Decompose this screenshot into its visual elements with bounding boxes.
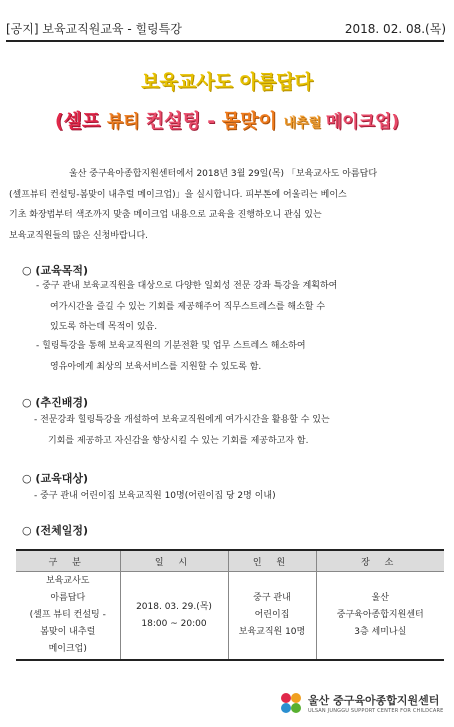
cell-category: 보육교사도 아름답다 (셀프 뷰티 컨설팅 - 봄맞이 내추럴 메이크업) <box>16 572 120 661</box>
footer-org <box>278 690 444 716</box>
target-item: - 중구 관내 어린이집 보육교직원 10명(어린이집 당 2명 이내) <box>34 491 276 501</box>
col-header-datetime: 일 시 <box>120 550 228 572</box>
header-divider <box>6 40 444 42</box>
sub-title-part: (셀프 <box>54 110 107 132</box>
center-logo-icon <box>278 690 304 716</box>
cell-place: 울산 중구육아종합지원센터 3층 세미나실 <box>316 572 444 661</box>
sub-title-part: 뷰티 <box>106 112 146 132</box>
table-header-row <box>16 550 444 572</box>
col-header-people: 인 원 <box>228 550 316 572</box>
schedule-table <box>16 549 444 661</box>
intro-line: 기초 화장법부터 색조까지 맞춤 메이크업 내용으로 교육을 진행하오니 관심 있는 <box>9 210 322 220</box>
col-header-place: 장 소 <box>316 550 444 572</box>
section-heading-target: ○ (교육대상) <box>22 472 88 485</box>
sub-title-part: 내추럴 <box>283 116 326 131</box>
main-title: 보육교사도 아름답다 <box>141 71 313 93</box>
notice-header <box>6 20 446 37</box>
section-heading-purpose: ○ (교육목적) <box>22 264 88 277</box>
sub-title <box>0 106 454 133</box>
col-header-category: 구 분 <box>16 550 120 572</box>
intro-line: (셀프뷰티 컨설팅-봄맞이 내추럴 메이크업)」을 실시합니다. 피부톤에 어울리는 베이스 <box>9 189 347 200</box>
intro-line: 보육교직원들의 많은 신청바랍니다. <box>9 230 148 241</box>
notice-date: 2018. 02. 08.(목) <box>344 22 446 36</box>
section-heading-schedule: ○ (전체일정) <box>22 524 88 537</box>
notice-title: [공지] 보육교직원교육 - 힐링특강 <box>6 22 182 36</box>
table-row <box>16 572 444 661</box>
sub-title-part: 메이크업) <box>325 112 400 132</box>
footer-org-name: 울산 중구육아종합지원센터 <box>308 694 440 707</box>
background-item: - 전문강좌 힐링특강을 개설하여 보육교직원에게 여가시간을 활용할 수 있는 기회를 제공하고 자신감을 향상시킬 수 있는 기회를 제공하고자 함. <box>34 415 330 446</box>
footer-org-name-en: ULSAN JUNGGU SUPPORT CENTER FOR CHILDCARE <box>308 708 444 714</box>
sub-title-part: 몸맞이 <box>221 110 284 132</box>
purpose-item: - 힐링특강을 통해 보육교직원의 기분전환 및 업무 스트레스 해소하여 영유아에게 최상의 보육서비스를 지원할 수 있도록 함. <box>36 341 306 372</box>
cell-people: 중구 관내 어린이집 보육교직원 10명 <box>228 572 316 661</box>
intro-line: 울산 중구육아종합지원센터에서 2018년 3월 29일(목) 「보육교사도 아름답다 <box>69 169 378 179</box>
sub-title-part: 컨설팅 - <box>145 110 222 132</box>
section-heading-background: ○ (추진배경) <box>22 396 88 409</box>
cell-datetime: 2018. 03. 29.(목) 18:00 ~ 20:00 <box>120 572 228 661</box>
intro-paragraph <box>9 164 441 246</box>
purpose-item: - 중구 관내 보육교직원을 대상으로 다양한 일회성 전문 강좌 특강을 계획하여 여가시간을 즐길 수 있는 기회를 제공해주어 직무스트레스를 해소할 수 있도록 하는데 목적이 있음. <box>36 281 338 332</box>
